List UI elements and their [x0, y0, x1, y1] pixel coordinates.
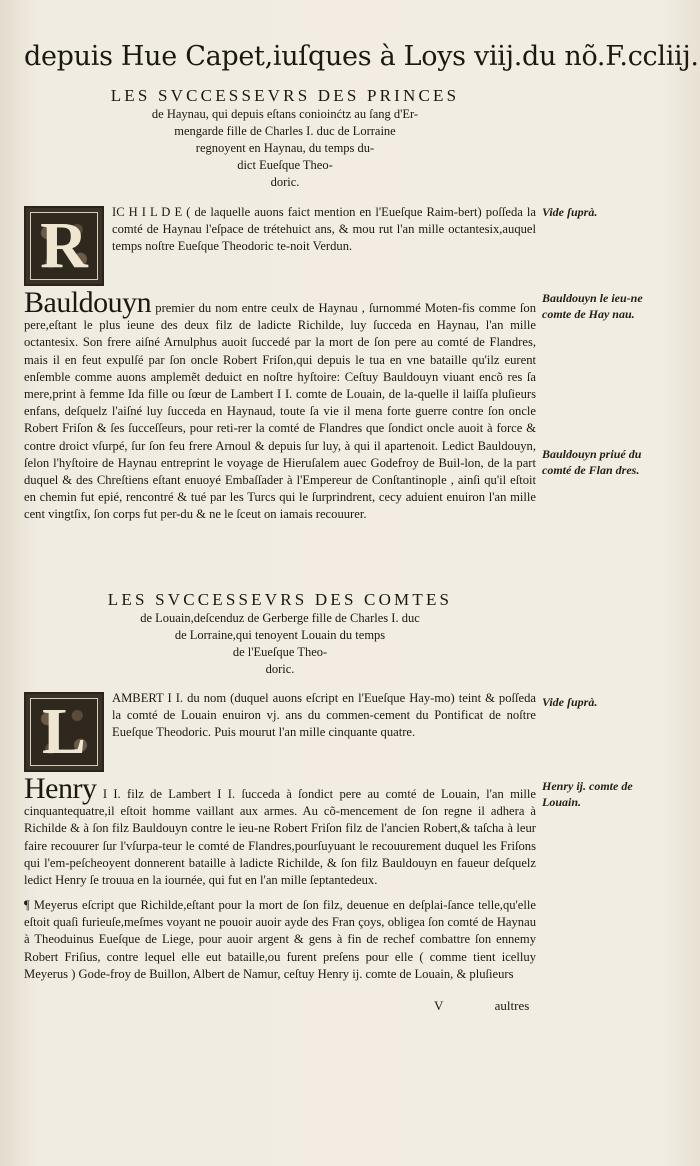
section-heading-line: de Louain,deſcenduz de Gerberge fille de Charles I. duc [140, 611, 420, 625]
paragraph-text: I I. filz de Lambert I I. ſucceda à ſondict pere au comté de Louain, l'an mille cinquantequatre,il eſtoit homme vaillant aux armes. Au cõ-mencement de ſon regne il adhera à Richilde & à ſon filz Bauldouyn contre le ieu-ne Robert Friſon filz de l'ancien Robert,& taſcha à leur faire recouurer ſur l'vſurpa-teur le comté de Flandres,pourſuyuant le recouurement duquel les Friſons qui l'em-peſcheoyent donnerent bataille à ladicte Richilde, & ſon filz Bauldouyn en faueur deſquelz ledict Henry ſe trouua en la iournée, qui fut en l'an mille ſeptantedeux. [24, 787, 536, 888]
paragraph-richilde [24, 204, 536, 288]
section-heading-line: de Haynau, qui depuis eſtans conioinćtz au ſang d'Er- [151, 107, 419, 121]
section-heading-line: mengarde fille de Charles I. duc de Lorraine [174, 124, 396, 138]
section-heading-caps: LES SVCCESSEVRS DES PRINCES [110, 86, 460, 105]
paragraph-meyerus [24, 897, 536, 983]
paragraph-text: premier du nom entre ceulx de Haynau , ſurnommé Moten-fis comme ſon pere,eſtant le plus ieune des deux filz de ladicte Richilde, luy ſucceda en Haynau, l'an mille octantesix. Son frere aiſné Arnulphus auoit ſuccedé par la mort de ſon pere au comté de Flandres, mais il en feut expulſé par ſon oncle Robert Friſon,qui depuis le tua en vne bataille qu'ilz eurent enſemble comme auons amplemẽt deduict en noſtre hyſtoire: Ceſtuy Bauldouyn viuant encõ res ſa mere,print à femme Ida fille ou ſœur de Lambert I I. comte de Louain, de la-quelle il laiſſa pluſieurs enfans, deſquelz l'aiſné luy ſucceda en Haynaud, toute ſa vie il mena forte guerre contre ſon oncle Robert Friſon & ſes ſucceſſeurs, pour reti-rer la comté de Flandres que ſondict oncle auoit à force & contre droict vſurpé, ſur ſon feu frere Arnoul & depuis ſur luy, à qui il apartenoit. Ledict Bauldouyn, ſelon l'hyſtoire de Haynau entreprint le voyage de Hieruſalem auec Godefroy de Buil-lon, de la part duquel & des Chreſtiens eſtant enuoyé Embaſſader à l'Empereur de Conſtantinople , ainſi qu'il eſtoit en chemin fut epié, rencontré & tué par les Turcs qui le ſurprindrent, cecy aduient enuiron l'an mille cent vingtſix, ſon corps fut per-du & ne le ſceut on iamais recouurer. [24, 301, 536, 522]
marginal-note: Vide ſuprà. [542, 695, 598, 709]
paragraph-text: AMBERT I I. du nom (duquel auons eſcript en l'Eueſque Hay-mo) teint & poſſeda la comté de Louain enuiron vj. ans du commen-cement du Pontificat de noſtre Eueſque Theodoric. Puis mourut l'an mille cinquante quatre. [112, 691, 536, 740]
section-heading-caps: LES SVCCESSEVRS DES COMTES [107, 590, 453, 609]
paragraph-henry [24, 772, 536, 889]
section-heading-comtes [55, 590, 505, 678]
paragraph-lambert [24, 690, 536, 774]
ornamental-initial: L [24, 692, 104, 772]
section-heading-line: doric. [270, 175, 300, 189]
section-heading-line: doric. [265, 662, 295, 676]
marginal-note: Bauldouyn priué du comté de Flan dres. [542, 447, 642, 477]
running-header: depuis Hue Capet,iuſques à Loys viij.du nõ.F.ccliij. [24, 41, 699, 72]
section-heading-line: de l'Eueſque Theo- [232, 645, 328, 659]
signature-line [434, 998, 604, 1014]
paragraph-text: IC H I L D E ( de laquelle auons faict mention en l'Eueſque Raim-bert) poſſeda la comté de Haynau l'eſpace de trétehuict ans, & mou rut l'an mille octantesix,auquel temps noſtre Eueſque Theodoric te-noit Verdun. [112, 205, 536, 254]
marginal-note: Bauldouyn le ieu-ne comte de Hay nau. [542, 291, 643, 321]
marginal-note: Henry ij. comte de Louain. [542, 779, 633, 809]
large-name: Henry [24, 772, 97, 805]
marginal-note: Vide ſuprà. [542, 205, 598, 219]
catchword: aultres [494, 998, 530, 1013]
large-name: Bauldouyn [24, 286, 152, 319]
section-heading-line: de Lorraine,qui tenoyent Louain du temps [174, 628, 386, 642]
ornamental-initial: R [24, 206, 104, 286]
section-heading-princes [60, 86, 510, 191]
paragraph-text: ¶ Meyerus eſcript que Richilde,eſtant pour la mort de ſon filz, deuenue en deſplai-ſance telle,qu'elle eſtoit quaſi furieuſe,meſmes voyant ne pouoir auoir ayde des Fran çoys, obligea ſon comté de Haynau à Theoduinus Eueſque de Liege, pour auoir argent & gens à fin de rechef combattre ſon ennemy Robert Friſius, contre lequel elle eut bataille,ou furent preſens pour elle ( comme tient icelluy Meyerus ) Gode-froy de Buillon, Albert de Namur, ceſtuy Henry ij. comte de Louain, & pluſieurs [24, 898, 536, 981]
signature-mark: V [434, 998, 444, 1013]
section-heading-line: regnoyent en Haynau, du temps du- [195, 141, 375, 155]
paragraph-bauldouyn [24, 286, 536, 524]
section-heading-line: dict Eueſque Theo- [237, 158, 333, 172]
